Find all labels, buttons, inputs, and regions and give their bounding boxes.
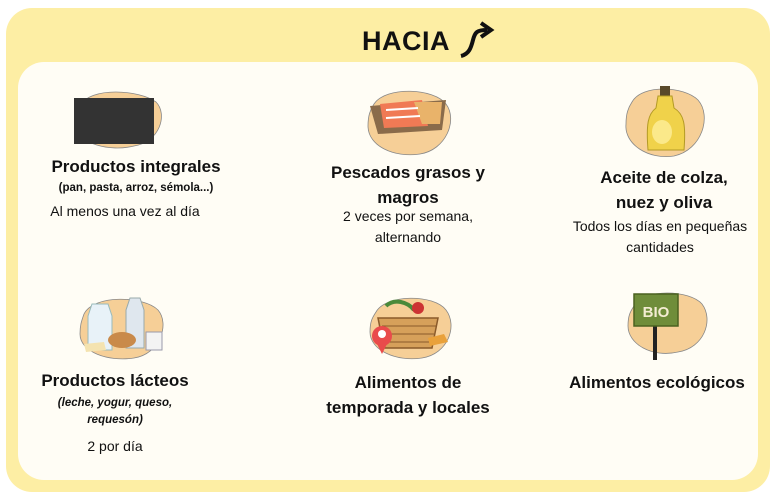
bio-badge: BIO [642, 304, 670, 321]
item-title-line2: magros [377, 188, 439, 207]
item-note: Al menos una vez al día [50, 203, 200, 219]
fish-fillet-image [362, 86, 454, 158]
item-title: Productos lácteos [41, 371, 189, 390]
item-subtitle: (pan, pasta, arroz, sémola...) [58, 182, 214, 194]
item-note-line2: cantidades [626, 239, 694, 255]
item-note: 2 por día [87, 438, 143, 454]
item-title-line1: Alimentos de [354, 373, 462, 392]
curved-arrow-icon [455, 20, 497, 62]
oil-bottle-image [618, 84, 710, 160]
page-title: HACIA [362, 26, 450, 56]
item-title-line1: Pescados grasos y [330, 163, 486, 182]
item-subtitle-line2: requesón) [87, 414, 143, 426]
item-note-line2: alternando [374, 229, 442, 245]
wholegrain-image [70, 86, 166, 152]
bio-sign-image [620, 284, 712, 360]
item-note-line1: Todos los días en pequeñas [572, 218, 748, 234]
local-basket-image [364, 292, 456, 362]
item-title-line1: Aceite de colza, [600, 168, 728, 187]
item-subtitle-line1: (leche, yogur, queso, [57, 397, 173, 409]
header [0, 20, 777, 60]
item-title-line2: temporada y locales [326, 398, 490, 417]
dairy-products-image [74, 292, 170, 362]
item-title-line2: nuez y oliva [615, 193, 713, 212]
item-note-line1: 2 veces por semana, [343, 208, 473, 224]
item-title: Alimentos ecológicos [569, 373, 745, 392]
item-title: Productos integrales [51, 157, 221, 176]
